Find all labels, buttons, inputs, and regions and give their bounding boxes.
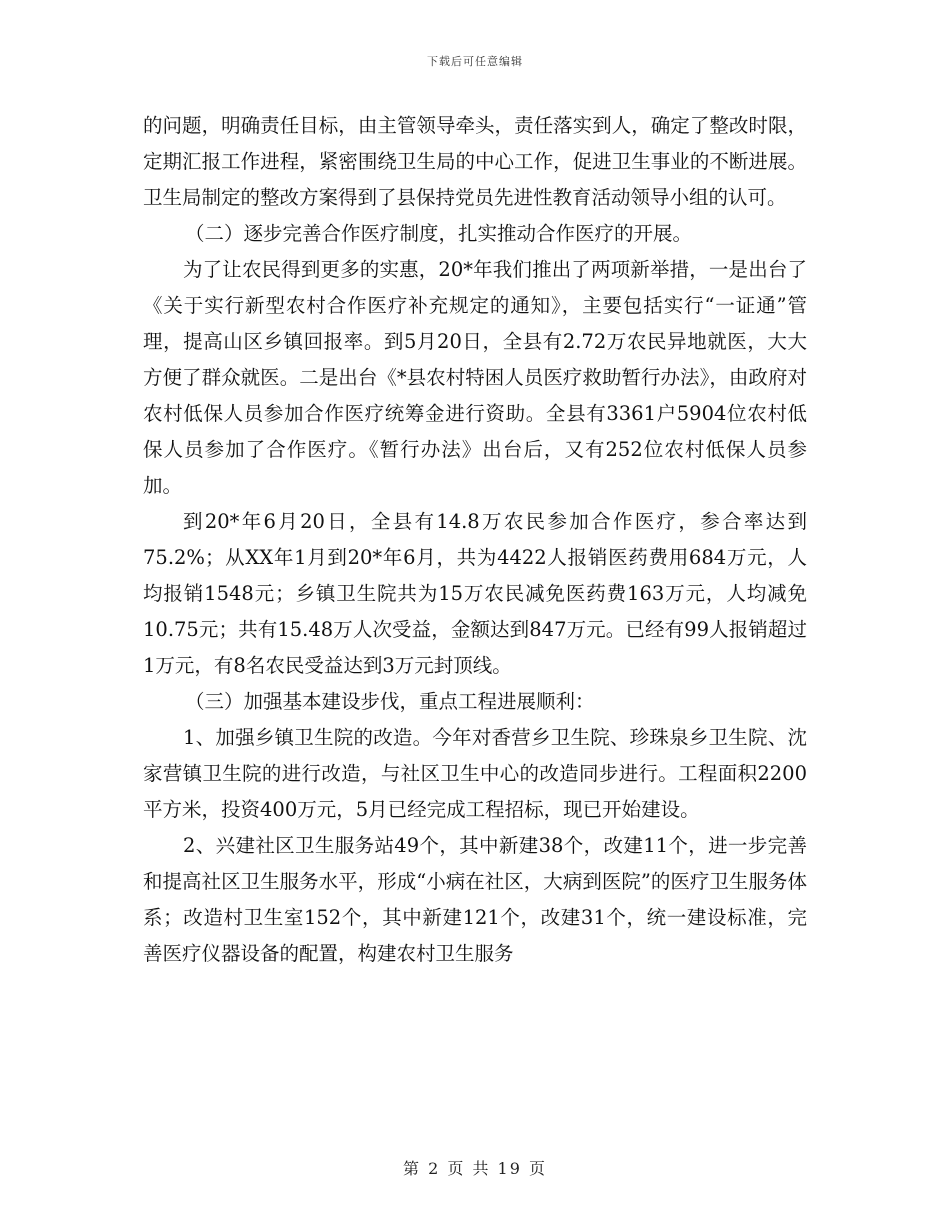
paragraph-6: 1、加强乡镇卫生院的改造。今年对香营乡卫生院、珍珠泉乡卫生院、沈家营镇卫生院的进行改造，与社区卫生中心的改造同步进行。工程面积2200平方米，投资400万元，5月已经完成工程招标，现已开始建设。	[143, 726, 807, 821]
document-body	[143, 108, 807, 972]
paragraph-3: 为了让农民得到更多的实惠，20*年我们推出了两项新举措，一是出台了《关于实行新型农村合作医疗补充规定的通知》，主要包括实行“一证通”管理，提高山区乡镇回报率。到5月20日，全县有2.72万农民异地就医，大大方便了群众就医。二是出台《*县农村特困人员医疗救助暂行办法》，由政府对农村低保人员参加合作医疗统筹金进行资助。全县有3361户5904位农村低保人员参加了合作医疗。《暂行办法》出台后，又有252位农村低保人员参加。	[143, 258, 807, 497]
paragraph-7: 2、兴建社区卫生服务站49个，其中新建38个，改建11个，进一步完善和提高社区卫生服务水平，形成“小病在社区，大病到医院”的医疗卫生服务体系；改造村卫生室152个，其中新建121个，改建31个，统一建设标准，完善医疗仪器设备的配置，构建农村卫生服务	[143, 834, 807, 965]
paragraph-4: 到20*年6月20日，全县有14.8万农民参加合作医疗，参合率达到75.2%；从XX年1月到20*年6月，共为4422人报销医药费用684万元，人均报销1548元；乡镇卫生院共为15万农民减免医药费163万元，人均减免10.75元；共有15.48万人次受益，金额达到847万元。已经有99人报销超过1万元，有8名农民受益达到3万元封顶线。	[143, 510, 807, 677]
page-header: 下载后可任意编辑	[427, 55, 523, 68]
paragraph-1: 的问题，明确责任目标，由主管领导牵头，责任落实到人，确定了整改时限，定期汇报工作进程，紧密围绕卫生局的中心工作，促进卫生事业的不断进展。卫生局制定的整改方案得到了县保持党员先进性教育活动领导小组的认可。	[143, 114, 807, 209]
section-heading-2: （二）逐步完善合作医疗制度，扎实推动合作医疗的开展。	[185, 222, 693, 245]
section-heading-3: （三）加强基本建设步伐，重点工程进展顺利：	[185, 690, 595, 713]
page-footer: 第 2 页 共 19 页	[403, 1159, 547, 1178]
